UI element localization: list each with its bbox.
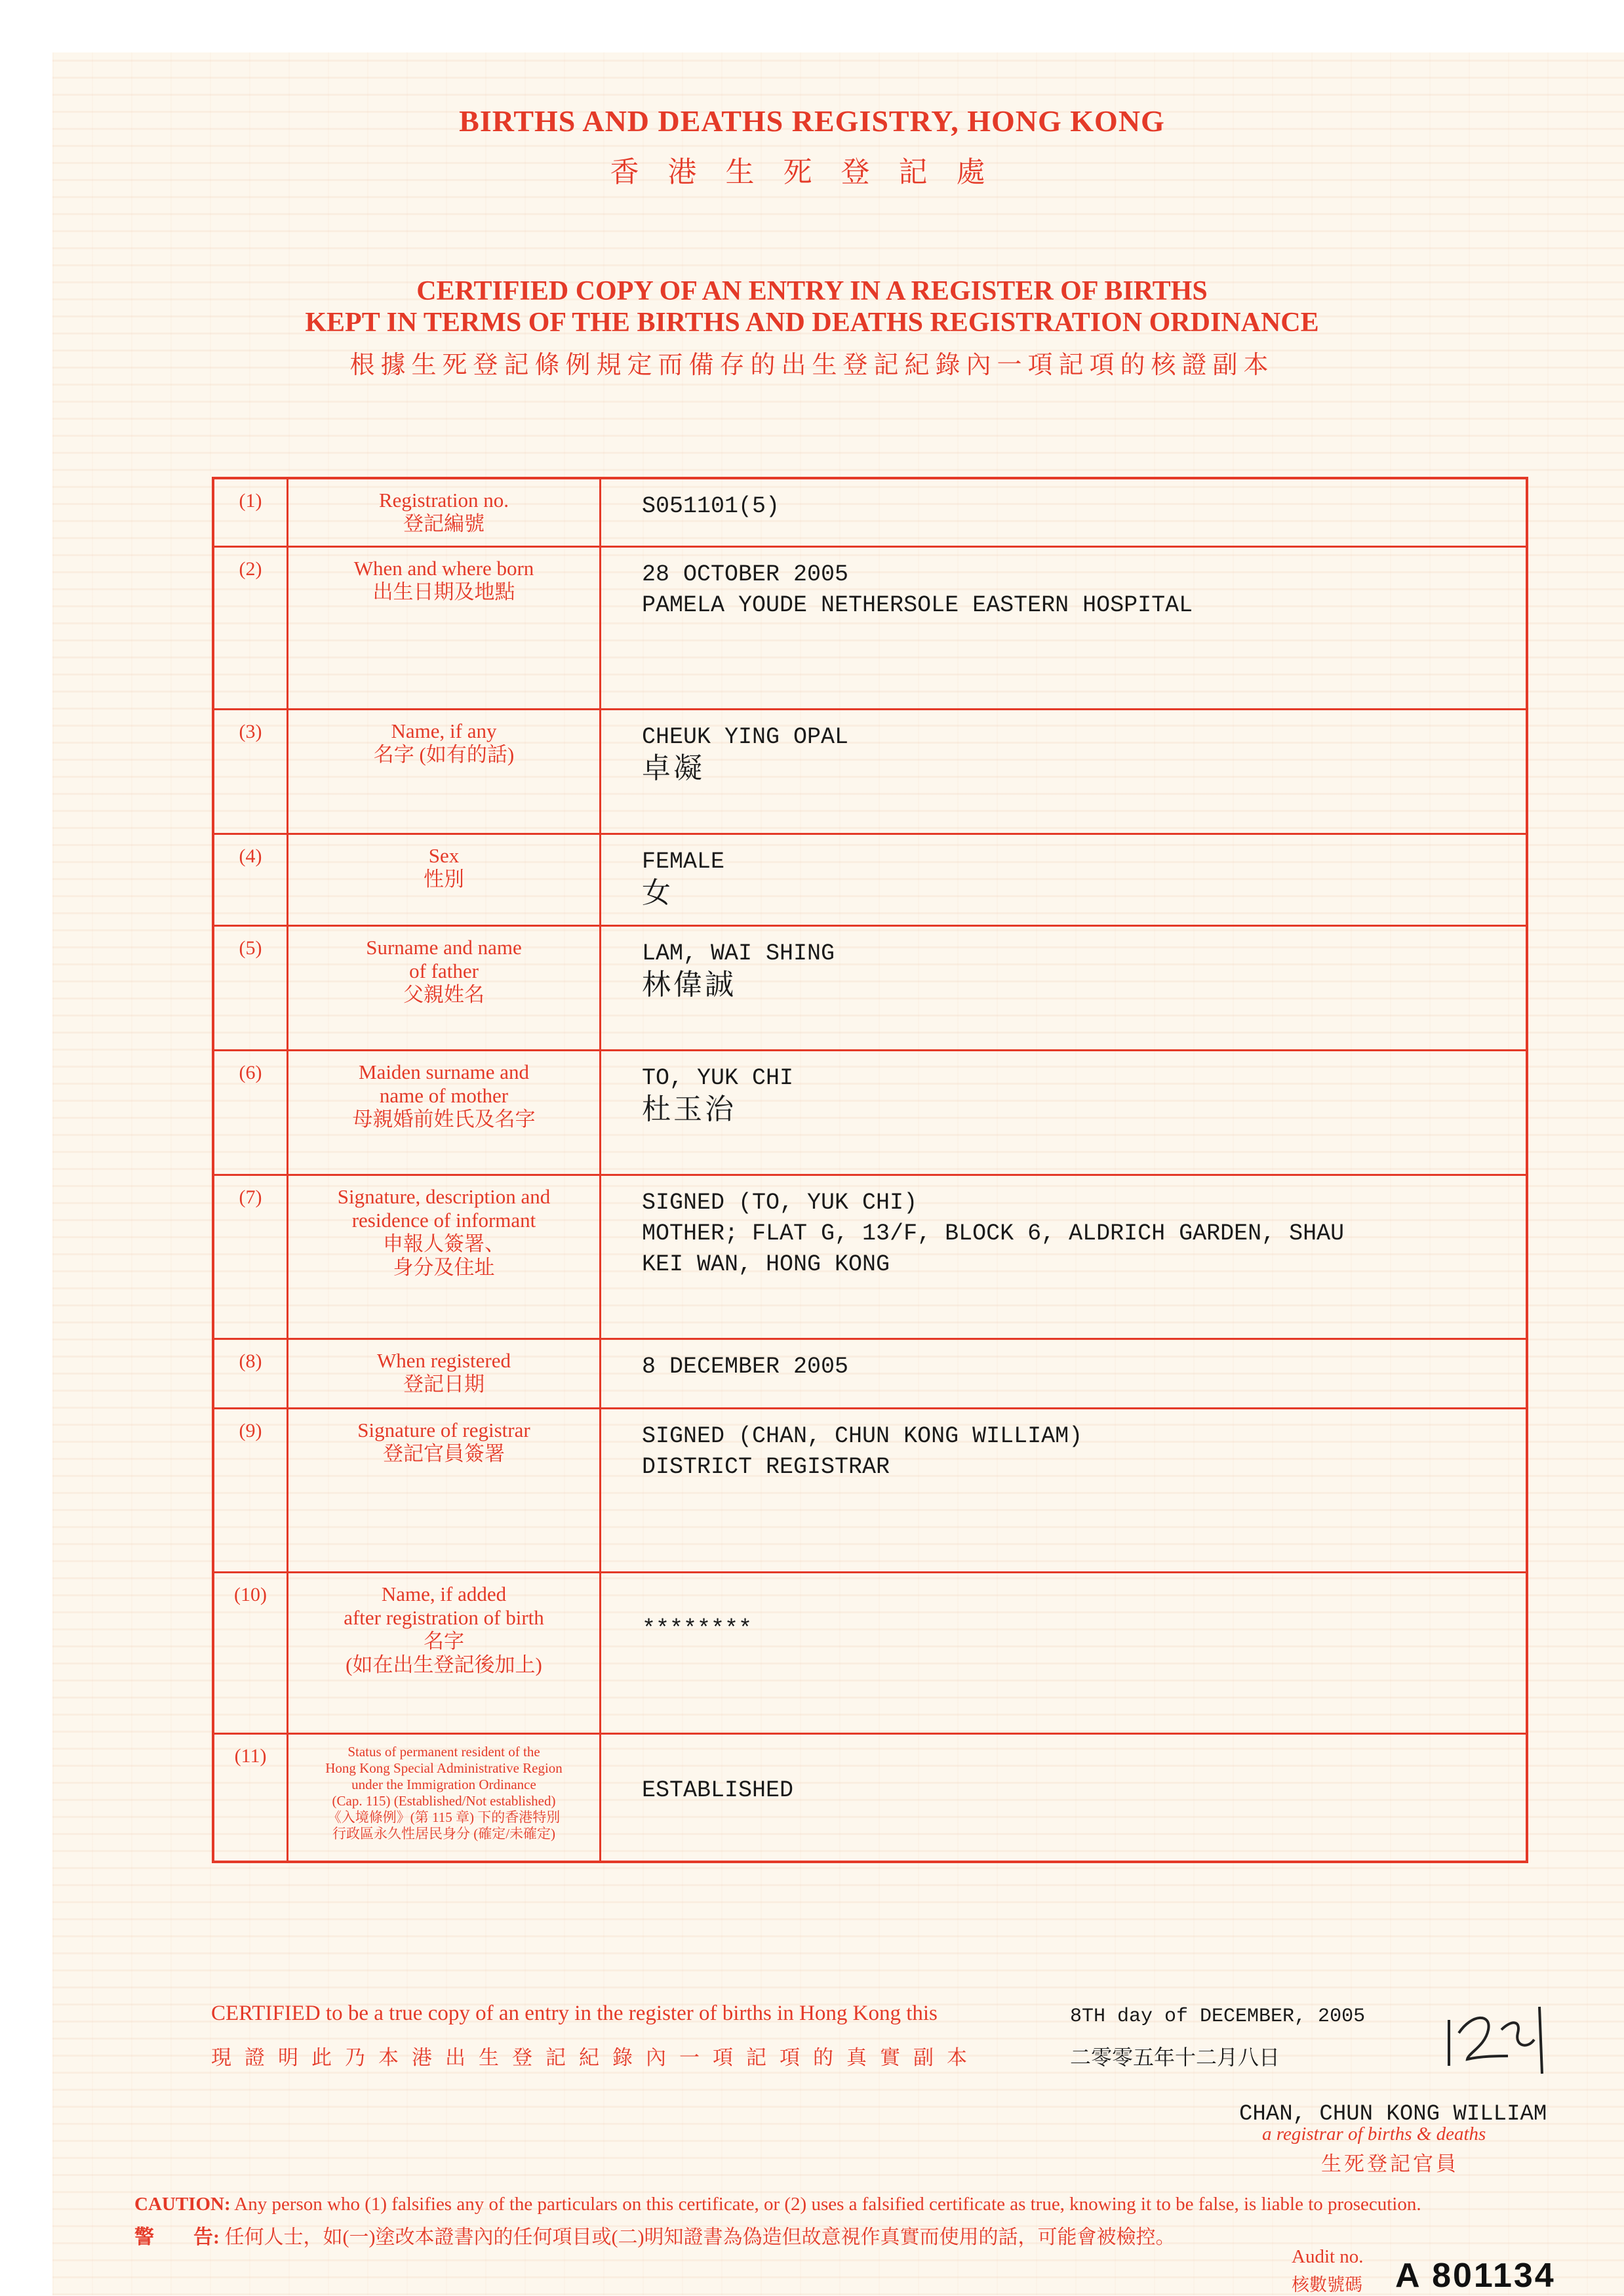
audit-label-zh: 核數號碼: [1292, 2275, 1362, 2295]
field-label: Name, if added after registration of birth 名字 (如在出生登記後加上): [288, 1572, 601, 1733]
row-number: (11): [213, 1733, 288, 1862]
table-row: [213, 1572, 1527, 1733]
caution-label: CAUTION:: [134, 2194, 231, 2215]
registrar-role: a registrar of births & deaths: [1262, 2124, 1486, 2145]
caution-notice-zh: [134, 2221, 1175, 2249]
registrar-name: CHAN, CHUN KONG WILLIAM: [1239, 2102, 1547, 2127]
registration-date-value: 8 DECEMBER 2005: [601, 1339, 1528, 1408]
certification-text: CERTIFIED to be a true copy of an entry in the register of births in Hong Kong this: [211, 2002, 938, 2025]
audit-number: A 801134: [1395, 2257, 1556, 2295]
caution-label-zh: 警 告:: [134, 2226, 220, 2248]
table-row: [213, 1408, 1527, 1572]
row-number: (3): [213, 709, 288, 834]
field-label: When and where born 出生日期及地點: [288, 546, 601, 709]
certification-text-zh: 現證明此乃本港出生登記紀錄內一項記項的真實副本: [211, 2046, 980, 2069]
table-row: [213, 709, 1527, 834]
row-number: (4): [213, 834, 288, 925]
table-row: [213, 478, 1527, 546]
registry-title-zh: 香港生死登記處: [610, 156, 1014, 188]
row-number: (10): [213, 1572, 288, 1733]
table-row: [213, 1050, 1527, 1175]
row-number: (6): [213, 1050, 288, 1175]
row-number: (1): [213, 478, 288, 546]
birth-date-place-value: 28 OCTOBER 2005 PAMELA YOUDE NETHERSOLE EASTERN HOSPITAL: [601, 546, 1528, 709]
field-label: Registration no. 登記編號: [288, 478, 601, 546]
caution-text-zh: 任何人士，如(一)塗改本證書內的任何項目或(二)明知證書為偽造但故意視作真實而使用的話，可能會被檢控。: [224, 2226, 1176, 2248]
field-label: Maiden surname and name of mother 母親婚前姓氏及名字: [288, 1050, 601, 1175]
field-label: Status of permanent resident of the Hong Kong Special Administrative Region under the Immigration Ordinance (Cap. 115) (Established/Not established) 《入境條例》(第 115 章) 下的香港特別 行政區永久性居民身分 (確定/未確定): [288, 1733, 601, 1862]
row-number: (8): [213, 1339, 288, 1408]
table-row: [213, 834, 1527, 925]
certification-date-zh: 二零零五年十二月八日: [1070, 2045, 1280, 2070]
field-label: Name, if any 名字 (如有的話): [288, 709, 601, 834]
table-row: [213, 1339, 1527, 1408]
field-label: Surname and name of father 父親姓名: [288, 925, 601, 1050]
audit-label: Audit no.: [1292, 2246, 1364, 2267]
row-number: (9): [213, 1408, 288, 1572]
child-name-value: CHEUK YING OPAL 卓凝: [601, 709, 1528, 834]
father-name-value: LAM, WAI SHING 林偉誠: [601, 925, 1528, 1050]
certificate-subtitle-line2: KEPT IN TERMS OF THE BIRTHS AND DEATHS REGISTRATION ORDINANCE: [305, 308, 1319, 338]
registrar-role-zh: 生死登記官員: [1321, 2152, 1459, 2175]
table-row: [213, 1733, 1527, 1862]
sex-value: FEMALE 女: [601, 834, 1528, 925]
caution-text: Any person who (1) falsifies any of the particulars on this certificate, or (2) uses a falsified certificate as true, knowing it to be false, is liable to prosecution.: [234, 2194, 1421, 2215]
table-row: [213, 925, 1527, 1050]
table-row: [213, 546, 1527, 709]
table-row: [213, 1175, 1527, 1339]
added-name-value: ********: [601, 1572, 1528, 1733]
registrar-signature-value: SIGNED (CHAN, CHUN KONG WILLIAM) DISTRICT REGISTRAR: [601, 1408, 1528, 1572]
registry-title: BIRTHS AND DEATHS REGISTRY, HONG KONG: [459, 104, 1165, 138]
row-number: (2): [213, 546, 288, 709]
certificate-subtitle-zh: 根據生死登記條例規定而備存的出生登記紀錄內一項記項的核證副本: [349, 352, 1275, 379]
caution-notice: [134, 2194, 1421, 2215]
field-label: Signature of registrar 登記官員簽署: [288, 1408, 601, 1572]
informant-value: SIGNED (TO, YUK CHI) MOTHER; FLAT G, 13/F, BLOCK 6, ALDRICH GARDEN, SHAU KEI WAN, HONG KONG: [601, 1175, 1528, 1339]
mother-name-value: TO, YUK CHI 杜玉治: [601, 1050, 1528, 1175]
registration-number-value: S051101(5): [601, 478, 1528, 546]
register-entry-table: [212, 477, 1528, 1863]
certificate-subtitle-line1: CERTIFIED COPY OF AN ENTRY IN A REGISTER OF BIRTHS: [416, 276, 1208, 306]
registrar-handwritten-signature: [1436, 1994, 1554, 2079]
residency-status-value: ESTABLISHED: [601, 1733, 1528, 1862]
row-number: (7): [213, 1175, 288, 1339]
field-label: When registered 登記日期: [288, 1339, 601, 1408]
field-label: Signature, description and residence of informant 申報人簽署、 身分及住址: [288, 1175, 601, 1339]
certification-date: 8TH day of DECEMBER, 2005: [1070, 2005, 1366, 2028]
field-label: Sex 性別: [288, 834, 601, 925]
row-number: (5): [213, 925, 288, 1050]
